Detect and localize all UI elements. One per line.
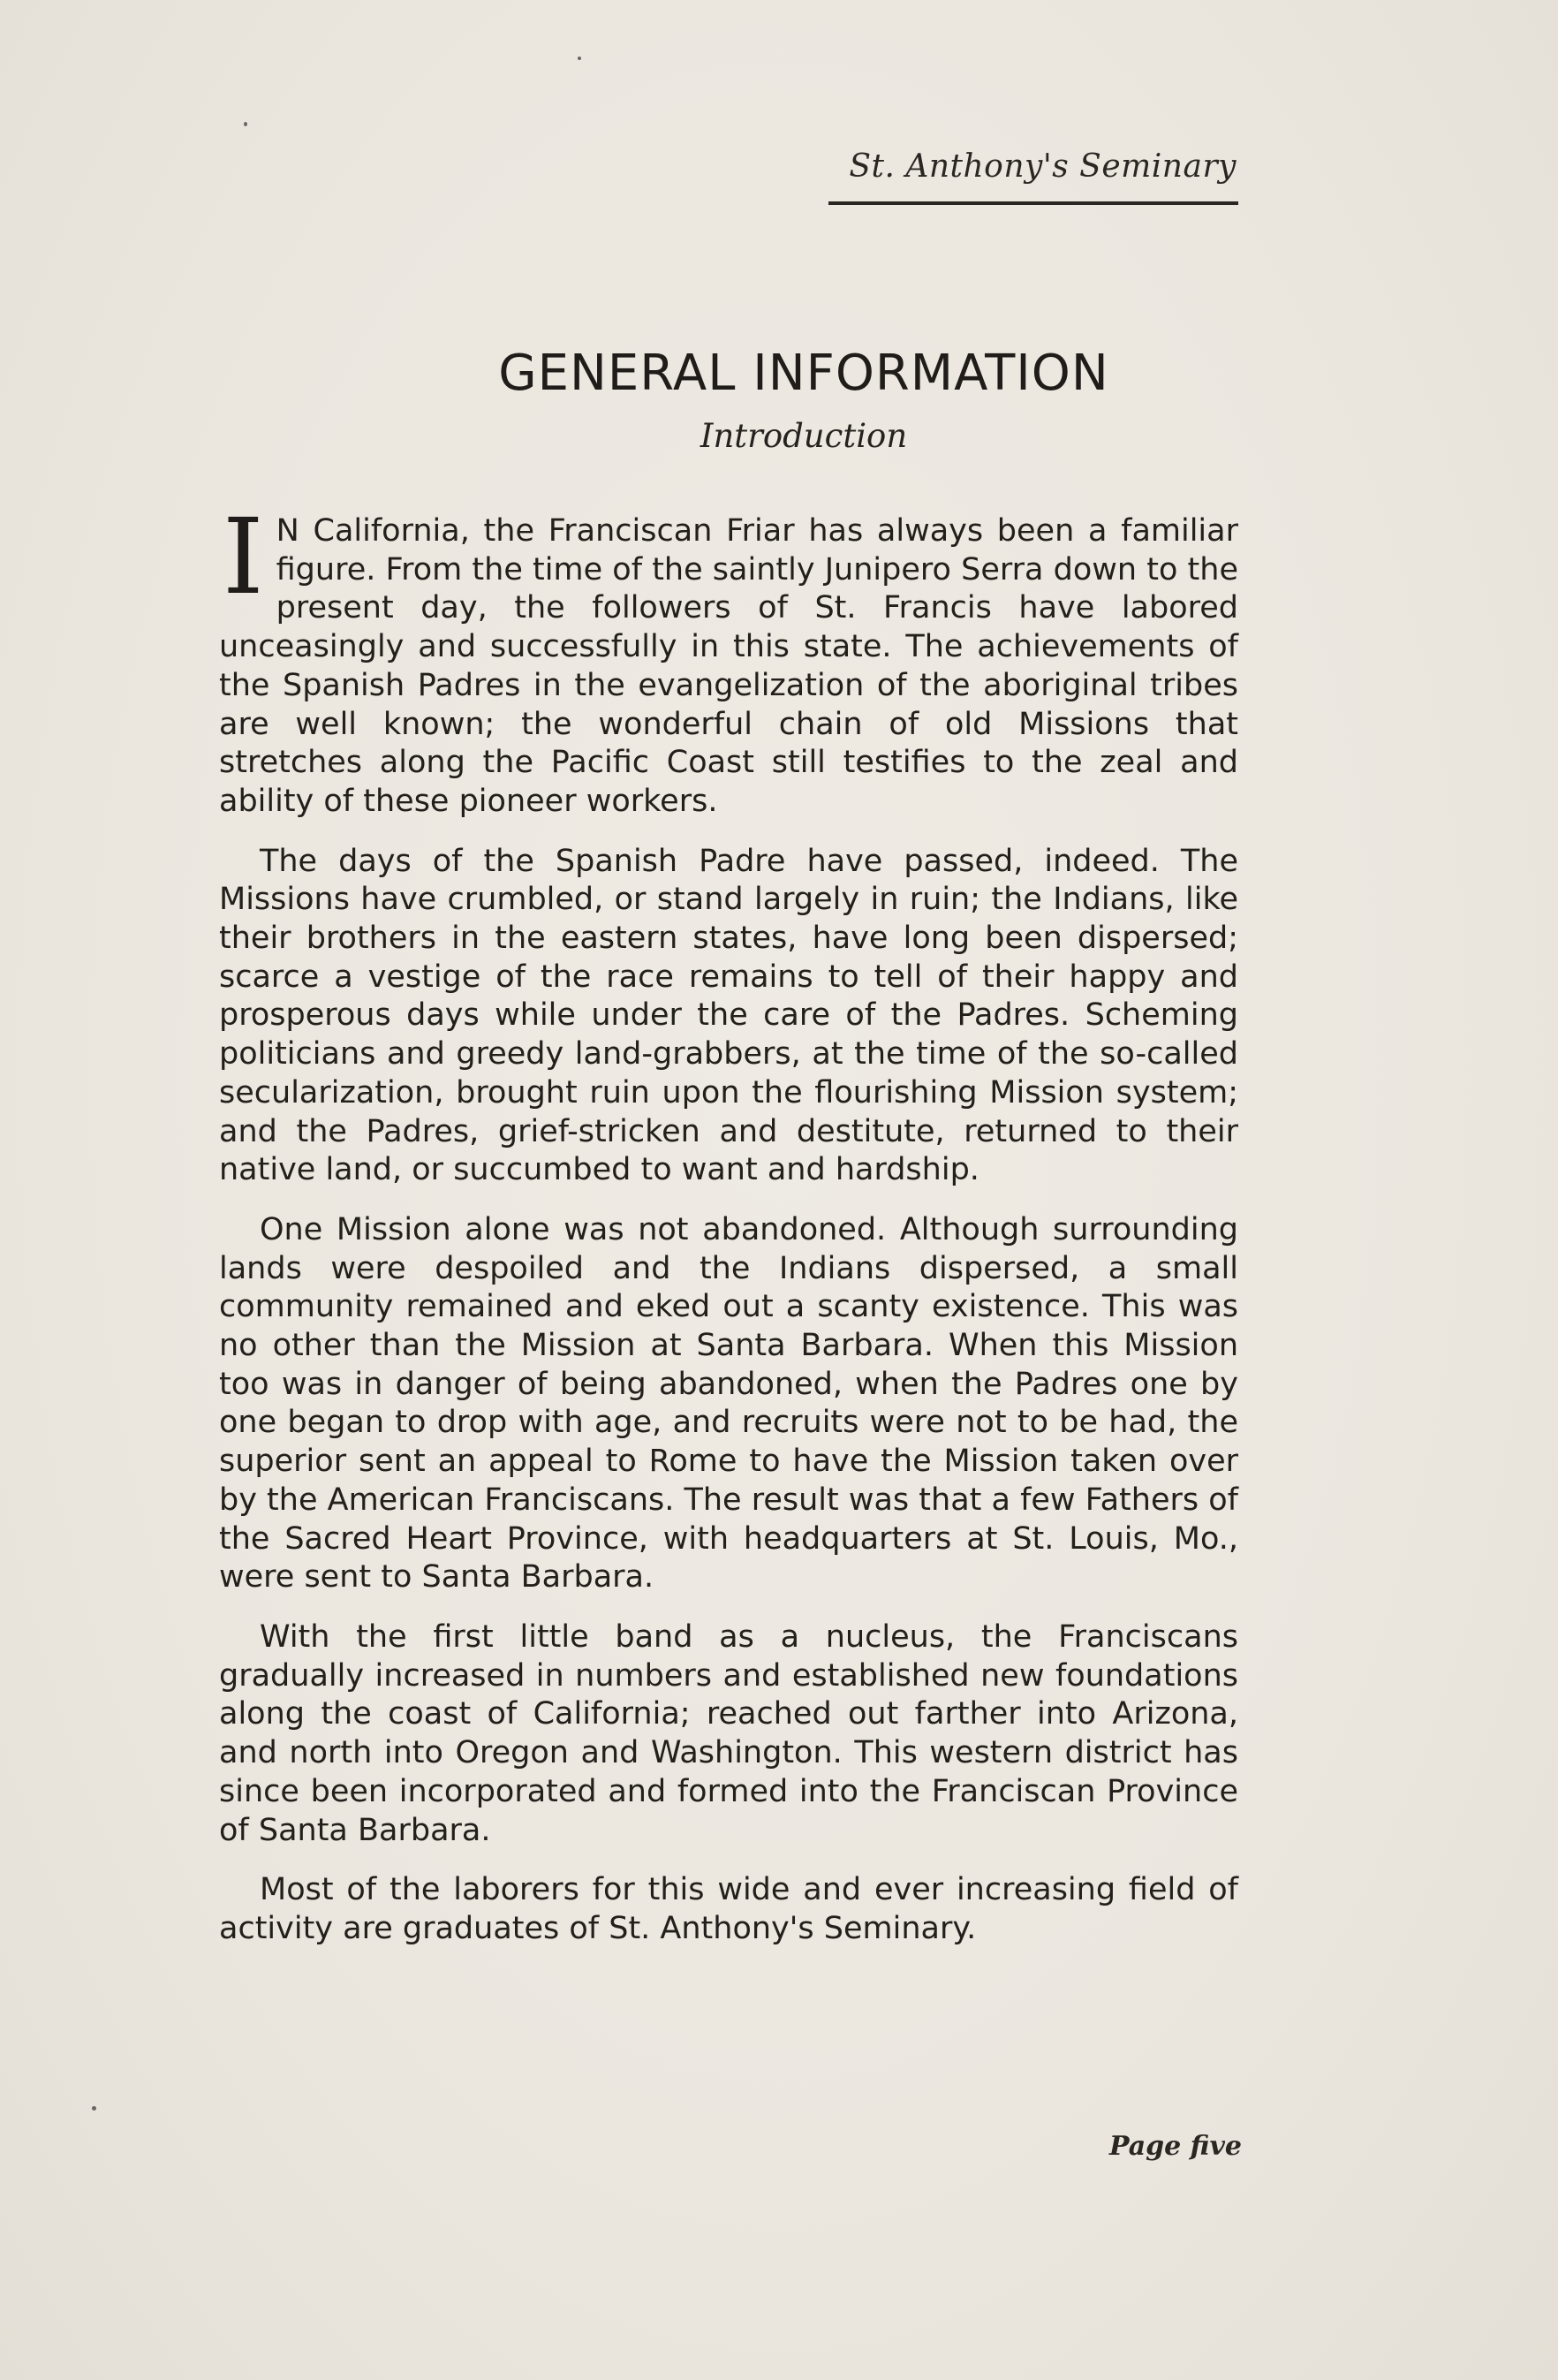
paragraph-4: With the first little band as a nucleus, the Franciscans gradually increased in numbers and established new foundations along the coast of California; reached out farther into Arizona, and north into Oregon and Washington. This western district has since been incorporated and formed into the Franciscan Province of Santa Barbara.: [219, 1618, 1238, 1848]
running-header: St. Anthony's Seminary: [849, 148, 1237, 185]
paragraph-2: The days of the Spanish Padre have passed, indeed. The Missions have crumbled, or stand largely in ruin; the Indians, like their brothers in the eastern states, have long been dispersed; scarce a vestige of the race remains to tell of their happy and prosperous days while under the care of the Padres. Scheming politicians and greedy land-grabbers, at the time of the so-called secularization, brought ruin upon the flourishing Mission system; and the Padres, grief-stricken and destitute, returned to their native land, or succumbed to want and hardship.: [219, 843, 1238, 1188]
paragraph-5: Most of the laborers for this wide and ever increasing field of activity are graduates of St. Anthony's Seminary.: [219, 1872, 1238, 1946]
drop-cap: I: [223, 496, 264, 618]
paper-speck: [578, 57, 581, 60]
section-subtitle: Introduction: [700, 417, 908, 455]
header-rule: [828, 201, 1238, 205]
paragraph-1-text: N California, the Franciscan Friar has always been a familiar figure. From the time of the saintly Junipero Serra down to the present day, the followers of St. Francis have labored unceasingly and successfully in this state. The achievements of the Spanish Padres in the evangelization of the aboriginal tribes are well known; the wonderful chain of old Missions that stretches along the Pacific Coast still testifies to the zeal and ability of these pioneer workers.: [219, 513, 1238, 819]
paragraph-3: One Mission alone was not abandoned. Although surrounding lands were despoiled and the Indians dispersed, a small community remained and eked out a scanty existence. This was no other than the Mission at Santa Barbara. When this Mission too was in danger of being abandoned, when the Padres one by one began to drop with age, and recruits were not to be had, the superior sent an appeal to Rome to have the Mission taken over by the American Franciscans. The result was that a few Fathers of the Sacred Heart Province, with headquarters at St. Louis, Mo., were sent to Santa Barbara.: [219, 1211, 1238, 1596]
page-number: Page five: [1108, 2131, 1242, 2162]
paper-speck: [92, 2106, 96, 2111]
paper-speck: [244, 122, 247, 126]
body-text: [219, 496, 1238, 1970]
paragraph-1: [219, 496, 1238, 822]
section-title: GENERAL INFORMATION: [498, 344, 1109, 402]
